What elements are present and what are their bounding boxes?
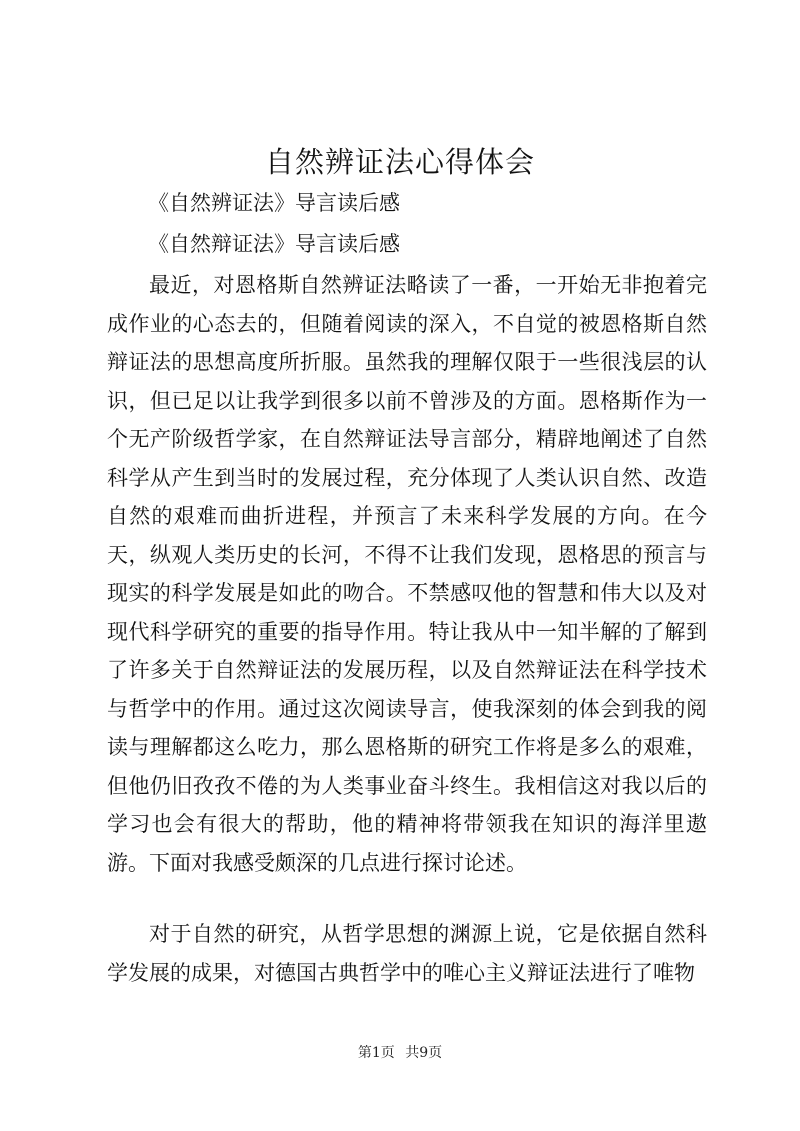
paragraph: 对于自然的研究，从哲学思想的渊源上说，它是依据自然科学发展的成果，对德国古典哲学中的唯心主义辩证法进行了唯物 [107, 922, 707, 985]
page-number: 第1页 [357, 1045, 395, 1061]
body-text-block-1 [107, 266, 707, 882]
paragraph: 最近，对恩格斯自然辨证法略读了一番，一开始无非抱着完成作业的心态去的，但随着阅读的深入，不自觉的被恩格斯自然辩证法的思想高度所折服。虽然我的理解仅限于一些很浅层的认识，但已足以让我学到很多以前不曾涉及的方面。恩格斯作为一个无产阶级哲学家，在自然辩证法导言部分，精辟地阐述了自然科学从产生到当时的发展过程，充分体现了人类认识自然、改造自然的艰难而曲折进程，并预言了未来科学发展的方向。在今天，纵观人类历史的长河，不得不让我们发现，恩格思的预言与现实的科学发展是如此的吻合。不禁感叹他的智慧和伟大以及对现代科学研究的重要的指导作用。特让我从中一知半解的了解到了许多关于自然辩证法的发展历程，以及自然辩证法在科学技术与哲学中的作用。通过这次阅读导言，使我深刻的体会到我的阅读与理解都这么吃力，那么恩格斯的研究工作将是多么的艰难，但他仍旧孜孜不倦的为人类事业奋斗终生。我相信这对我以后的学习也会有很大的帮助，他的精神将带领我在知识的海洋里遨游。下面对我感受颇深的几点进行探讨论述。 [107, 273, 707, 875]
document-title: 自然辨证法心得体会 [264, 145, 535, 179]
page-total: 共9页 [405, 1045, 443, 1061]
subtitle-line-2: 《自然辩证法》导言读后感 [148, 232, 400, 256]
page-footer [0, 1042, 800, 1062]
subtitle-line-1: 《自然辨证法》导言读后感 [148, 191, 400, 215]
body-text-block-2 [107, 915, 707, 992]
